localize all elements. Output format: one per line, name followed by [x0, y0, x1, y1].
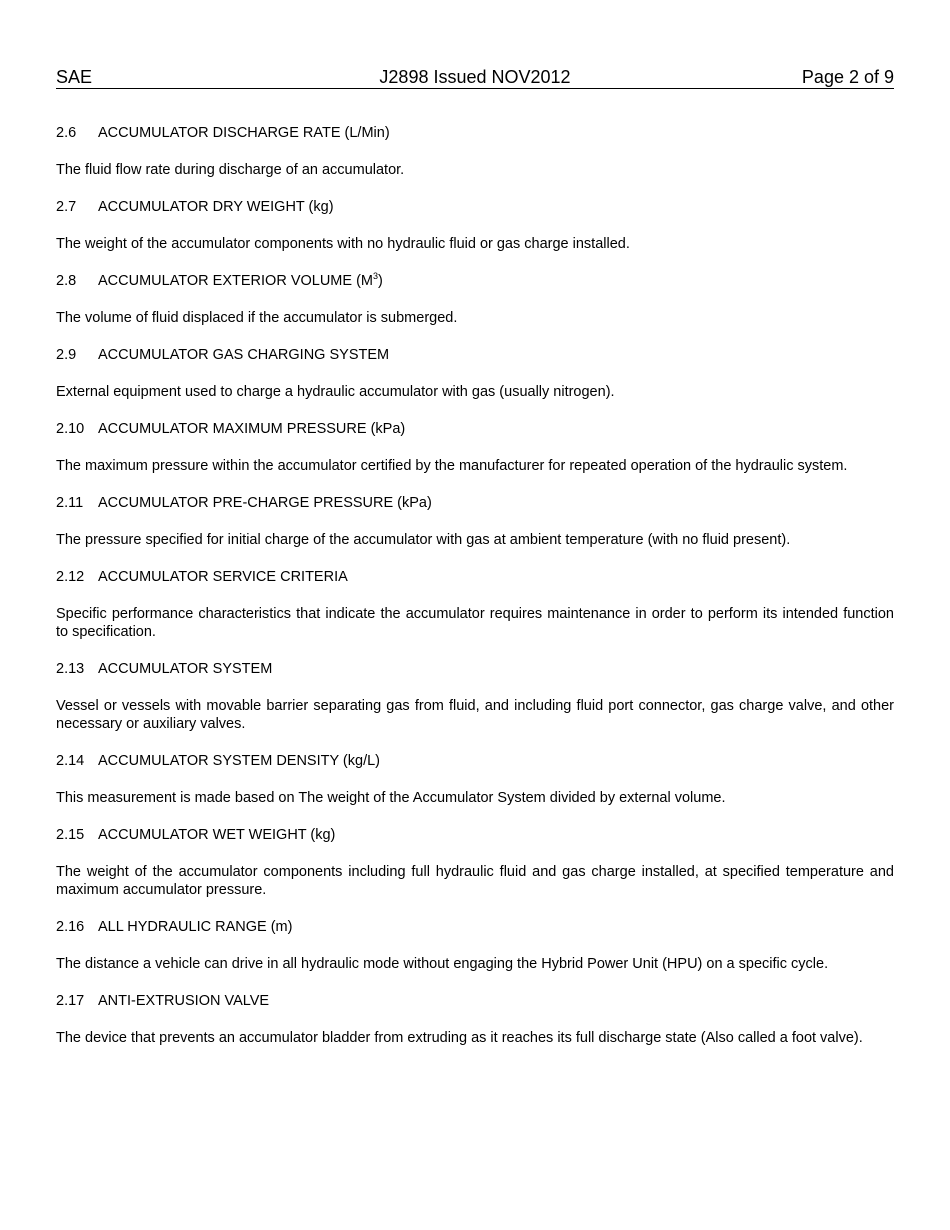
section-title: ALL HYDRAULIC RANGE (m)	[98, 919, 293, 935]
section-title: ANTI-EXTRUSION VALVE	[98, 993, 270, 1009]
section-2-17	[56, 992, 894, 1047]
section-2-11	[56, 494, 894, 549]
section-definition: Specific performance characteristics that indicate the accumulator requires maintenance in order to perform its intended function to specification.	[56, 606, 894, 640]
section-number: 2.10	[56, 421, 85, 437]
section-2-13	[56, 660, 894, 733]
section-heading	[56, 494, 894, 512]
section-definition: This measurement is made based on The weight of the Accumulator System divided by external volume.	[56, 790, 726, 806]
section-heading	[56, 198, 894, 216]
section-number: 2.9	[56, 347, 77, 363]
section-definition: The volume of fluid displaced if the accumulator is submerged.	[56, 310, 458, 326]
section-definition: The pressure specified for initial charge of the accumulator with gas at ambient temperature (with no fluid present).	[56, 532, 791, 548]
section-definition: External equipment used to charge a hydraulic accumulator with gas (usually nitrogen).	[56, 384, 615, 400]
section-title: ACCUMULATOR DISCHARGE RATE (L/Min)	[98, 125, 390, 141]
section-definition: The weight of the accumulator components including full hydraulic fluid and gas charge installed, at specified temperature and maximum accumulator pressure.	[56, 864, 894, 898]
section-title: ACCUMULATOR SERVICE CRITERIA	[98, 569, 348, 585]
section-number: 2.17	[56, 993, 85, 1009]
section-heading	[56, 918, 894, 936]
header-page-number: Page 2 of 9	[801, 67, 894, 87]
section-2-8	[56, 272, 894, 327]
section-heading	[56, 568, 894, 586]
section-number: 2.8	[56, 273, 77, 289]
section-heading	[56, 992, 894, 1010]
section-2-10	[56, 420, 894, 475]
section-definition: The weight of the accumulator components with no hydraulic fluid or gas charge installed.	[56, 236, 630, 252]
section-number: 2.12	[56, 569, 85, 585]
section-2-9	[56, 346, 894, 401]
section-title: ACCUMULATOR DRY WEIGHT (kg)	[98, 199, 334, 215]
section-title: ACCUMULATOR GAS CHARGING SYSTEM	[98, 347, 390, 363]
section-title: ACCUMULATOR PRE-CHARGE PRESSURE (kPa)	[98, 495, 432, 511]
section-heading	[56, 752, 894, 770]
section-title: ACCUMULATOR MAXIMUM PRESSURE (kPa)	[98, 421, 406, 437]
page-header	[56, 66, 894, 89]
section-2-14	[56, 752, 894, 807]
section-title: ACCUMULATOR SYSTEM	[98, 661, 273, 677]
section-title: ACCUMULATOR WET WEIGHT (kg)	[98, 827, 336, 843]
section-number: 2.6	[56, 125, 77, 141]
section-title: ACCUMULATOR EXTERIOR VOLUME (M	[98, 273, 373, 289]
section-2-16	[56, 918, 894, 973]
section-definition: The device that prevents an accumulator bladder from extruding as it reaches its full discharge state (Also called a foot valve).	[56, 1030, 863, 1046]
section-heading	[56, 124, 894, 142]
section-definition: The maximum pressure within the accumulator certified by the manufacturer for repeated operation of the hydraulic system.	[56, 458, 848, 474]
section-heading	[56, 272, 894, 290]
section-2-12	[56, 568, 894, 641]
superscript-exponent: 3	[373, 271, 379, 281]
section-number: 2.15	[56, 827, 85, 843]
section-definition: Vessel or vessels with movable barrier separating gas from fluid, and including fluid port connector, gas charge valve, and other necessary or auxiliary valves.	[56, 698, 894, 732]
section-number: 2.11	[56, 495, 84, 511]
section-number: 2.7	[56, 199, 77, 215]
section-title: ACCUMULATOR SYSTEM DENSITY (kg/L)	[98, 753, 380, 769]
section-2-6	[56, 124, 894, 179]
document-body	[56, 124, 894, 1066]
section-number: 2.16	[56, 919, 85, 935]
section-2-15	[56, 826, 894, 899]
section-title-suffix: )	[378, 273, 383, 289]
section-definition: The fluid flow rate during discharge of an accumulator.	[56, 162, 405, 178]
section-heading	[56, 420, 894, 438]
section-number: 2.14	[56, 753, 85, 769]
section-definition: The distance a vehicle can drive in all hydraulic mode without engaging the Hybrid Power Unit (HPU) on a specific cycle.	[56, 956, 829, 972]
header-org: SAE	[56, 67, 93, 87]
section-heading	[56, 660, 894, 678]
section-number: 2.13	[56, 661, 85, 677]
section-heading	[56, 826, 894, 844]
section-heading	[56, 346, 894, 364]
section-2-7	[56, 198, 894, 253]
header-document-id: J2898 Issued NOV2012	[379, 67, 571, 87]
